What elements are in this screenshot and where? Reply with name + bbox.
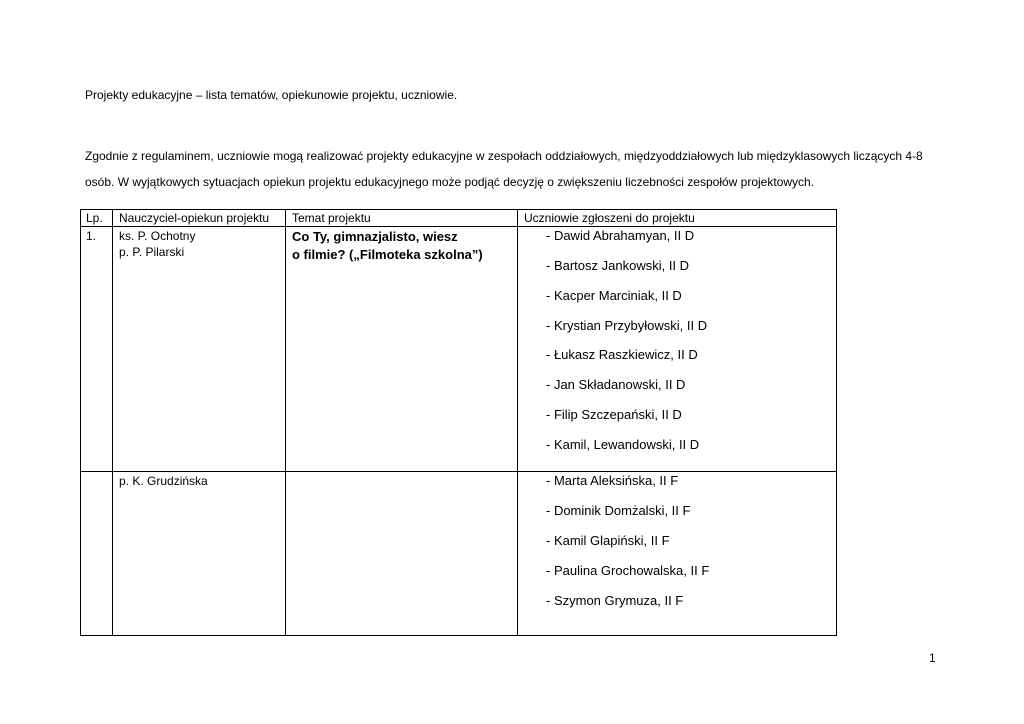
table-border-right: [836, 209, 837, 636]
row-2-student: - Dominik Domżalski, II F: [546, 503, 691, 518]
row-1-lp: 1.: [86, 229, 97, 243]
row-2-student: - Paulina Grochowalska, II F: [546, 563, 710, 578]
row-1-student: - Jan Składanowski, II D: [546, 377, 686, 392]
table-border-bottom: [80, 635, 837, 636]
row-1-student: - Bartosz Jankowski, II D: [546, 258, 690, 273]
header-topic: Temat projektu: [292, 211, 371, 225]
table-col-divider-3: [517, 209, 518, 636]
intro-paragraph-line-1: Zgodnie z regulaminem, uczniowie mogą realizować projekty edukacyjne w zespołach oddziałowych, międzyoddziałowych lub międzyklasowych liczących 4-8: [85, 149, 923, 163]
header-lp: Lp.: [86, 211, 103, 225]
row-1-student: - Kacper Marciniak, II D: [546, 288, 682, 303]
row-1-student: - Kamil, Lewandowski, II D: [546, 437, 700, 452]
row-1-student: - Filip Szczepański, II D: [546, 407, 682, 422]
row-1-student: - Krystian Przybyłowski, II D: [546, 318, 708, 333]
row-2-student: - Szymon Grymuza, II F: [546, 593, 684, 608]
row-2-teacher-1: p. K. Grudzińska: [119, 474, 208, 488]
row-1-topic-line-2: o filmie? („Filmoteka szkolna”): [292, 247, 483, 262]
table-col-divider-2: [285, 209, 286, 636]
row-1-teacher-2: p. P. Pilarski: [119, 245, 185, 259]
row-2-student: - Kamil Glapiński, II F: [546, 533, 670, 548]
row-1-student: - Łukasz Raszkiewicz, II D: [546, 347, 698, 362]
table-col-divider-1: [112, 209, 113, 636]
row-1-student: - Dawid Abrahamyan, II D: [546, 228, 695, 243]
table-border-left: [80, 209, 81, 636]
intro-paragraph-line-2: osób. W wyjątkowych sytuacjach opiekun projektu edukacyjnego może podjąć decyzję o zwiększeniu liczebności zespołów projektowych.: [85, 175, 815, 189]
row-2-student: - Marta Aleksińska, II F: [546, 473, 679, 488]
table-row-divider: [80, 471, 837, 472]
page-title: Projekty edukacyjne – lista tematów, opiekunowie projektu, uczniowie.: [85, 88, 458, 102]
row-1-teacher-1: ks. P. Ochotny: [119, 229, 196, 243]
page-number: 1: [929, 651, 936, 665]
table-header-divider: [80, 226, 837, 227]
row-1-topic-line-1: Co Ty, gimnazjalisto, wiesz: [292, 229, 458, 244]
header-teacher: Nauczyciel-opiekun projektu: [119, 211, 270, 225]
header-students: Uczniowie zgłoszeni do projektu: [524, 211, 695, 225]
